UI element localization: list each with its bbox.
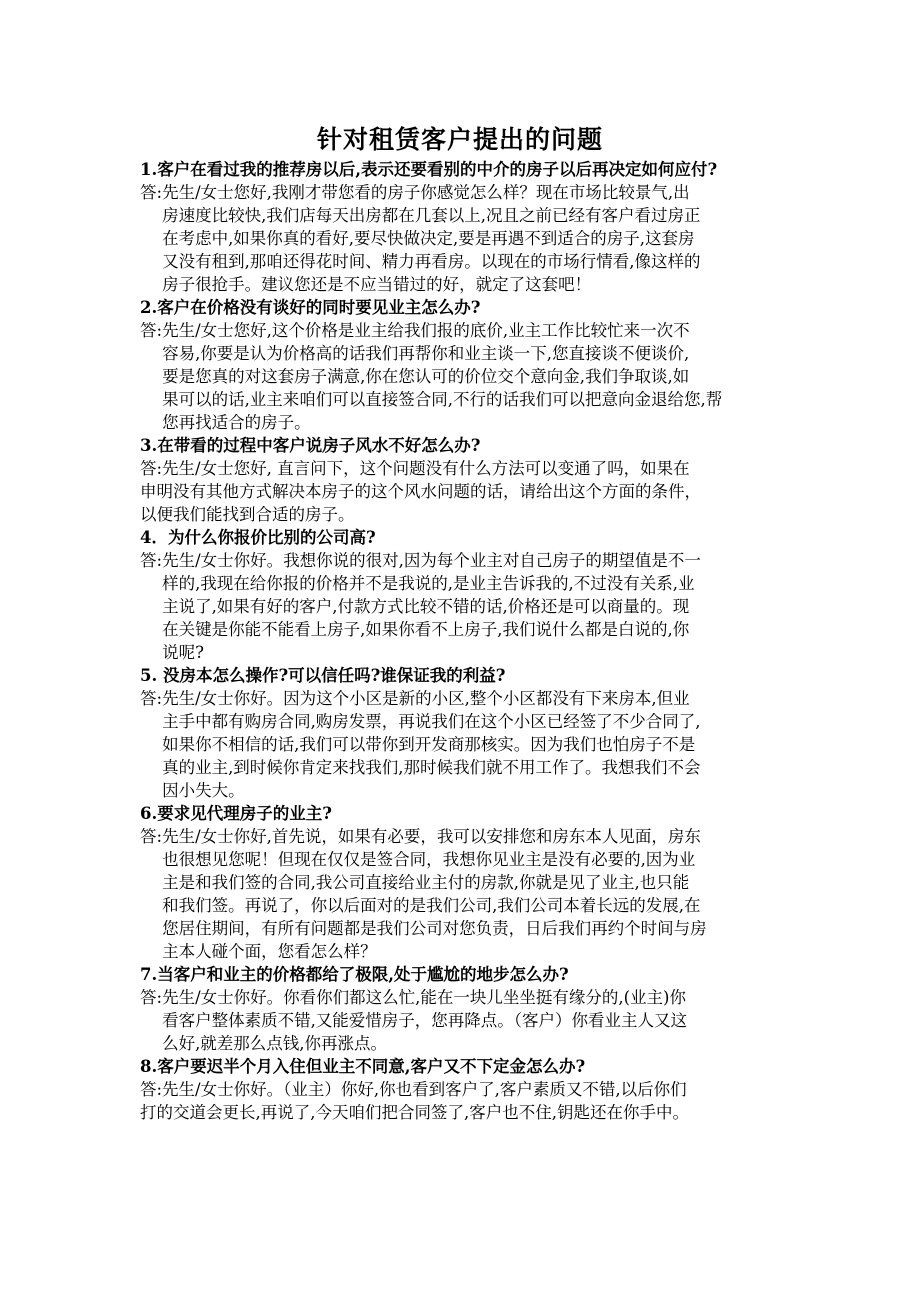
answer-line: 先生/女士你好。我想你说的很对,因为每个业主对自己房子的期望值是不一: [162, 551, 701, 570]
answer-paragraph: [140, 986, 810, 1055]
qa-item: [140, 664, 810, 802]
qa-item: [140, 1055, 810, 1124]
answer-line: 先生/女士您好,这个价格是业主给我们报的底价,业主工作比较忙来一次不: [162, 321, 690, 340]
answer-line: 样的,我现在给你报的价格并不是我说的,是业主告诉我的,不过没有关系,业: [162, 574, 695, 593]
answer-text: [162, 986, 810, 1055]
answer-line: 也很想见您呢！但现在仅仅是签合同，我想你见业主是没有必要的,因为业: [162, 850, 696, 869]
answer-line: 和我们签。再说了，你以后面对的是我们公司,我们公司本着长远的发展,在: [162, 896, 701, 915]
qa-item: [140, 158, 810, 296]
answer-line: 先生/女士您好,我刚才带您看的房子你感觉怎么样？现在市场比较景气,出: [162, 183, 690, 202]
answer-text: [162, 825, 810, 963]
qa-item: [140, 526, 810, 664]
answer-label: 答:: [140, 183, 163, 202]
document-title: 针对租赁客户提出的问题: [316, 125, 603, 154]
question-heading: 6.要求见代理房子的业主?: [140, 804, 332, 823]
answer-label: 答:: [140, 321, 163, 340]
answer-line: 主本人碰个面，您看怎么样？: [162, 942, 377, 961]
answer-line: 先生/女士你好。你看你们都这么忙,能在一块儿坐坐挺有缘分的,(业主)你: [162, 988, 686, 1007]
answer-line: 房速度比较快,我们店每天出房都在几套以上,况且之前已经有客户看过房正: [162, 206, 701, 225]
answer-line: 在考虑中,如果你真的看好,要尽快做决定,要是再遇不到适合的房子,这套房: [162, 229, 695, 248]
question-heading: 7.当客户和业主的价格都给了极限,处于尴尬的地步怎么办?: [140, 965, 569, 984]
answer-line: 答:先生/女士你好。（业主）你好,你也看到客户了,客户素质又不错,以后你们: [140, 1080, 687, 1099]
answer-line: 看客户整体素质不错,又能爱惜房子，您再降点。（客户）你看业主人又这: [162, 1011, 688, 1030]
answer-label: 答:: [140, 988, 163, 1007]
question-heading: 1.客户在看过我的推荐房以后,表示还要看别的中介的房子以后再决定如何应付?: [140, 160, 718, 179]
answer-line: 主说了,如果有好的客户,付款方式比较不错的话,价格还是可以商量的。现: [162, 597, 690, 616]
answer-line: 么好,就差那么点钱,你再涨点。: [162, 1034, 388, 1053]
answer-line: 在关键是你能不能看上房子,如果你看不上房子,我们说什么都是白说的,你: [162, 620, 690, 639]
answer-paragraph: [140, 687, 810, 802]
answer-line: 房子很抢手。建议您还是不应当错过的好，就定了这套吧！: [162, 275, 592, 294]
answer-line: 容易,你要是认为价格高的话我们再帮你和业主谈一下,您直接谈不便谈价,: [162, 344, 690, 363]
answer-paragraph: [140, 181, 810, 296]
answer-line: 先生/女士你好。因为这个小区是新的小区,整个小区都没有下来房本,但业: [162, 689, 690, 708]
qa-item: [140, 434, 810, 526]
answer-label: 答:: [140, 827, 163, 846]
answer-line: 主是和我们签的合同,我公司直接给业主付的房款,你就是见了业主,也只能: [162, 873, 690, 892]
answer-line: 以便我们能找到合适的房子。: [140, 505, 355, 524]
answer-line: 打的交道会更长,再说了,今天咱们把合同签了,客户也不住,钥匙还在你手中。: [140, 1103, 689, 1122]
question-heading: 2.客户在价格没有谈好的同时要见业主怎么办?: [140, 298, 481, 317]
answer-line: 因小失大。: [162, 781, 245, 800]
answer-paragraph: [140, 1078, 810, 1124]
answer-line: 说呢?: [162, 643, 204, 662]
qa-item: [140, 963, 810, 1055]
answer-paragraph: [140, 549, 810, 664]
question-heading: 8.客户要迟半个月入住但业主不同意,客户又不下定金怎么办?: [140, 1057, 586, 1076]
answer-line: 先生/女士你好,首先说，如果有必要，我可以安排您和房东本人见面，房东: [162, 827, 701, 846]
answer-text: [162, 687, 810, 802]
answer-paragraph: [140, 457, 810, 526]
answer-line: 又没有租到,那咱还得花时间、精力再看房。以现在的市场行情看,像这样的: [162, 252, 701, 271]
question-heading: 3.在带看的过程中客户说房子风水不好怎么办?: [140, 436, 481, 455]
qa-item: [140, 296, 810, 434]
answer-line: 您再找适合的房子。: [162, 413, 311, 432]
answer-text: [162, 319, 810, 434]
answer-line: 答:先生/女士您好, 直言问下，这个问题没有什么方法可以变通了吗，如果在: [140, 459, 690, 478]
answer-line: 要是您真的对这套房子满意,你在您认可的价位交个意向金,我们争取谈,如: [162, 367, 690, 386]
answer-line: 主手中都有购房合同,购房发票，再说我们在这个小区已经签了不少合同了,: [162, 712, 701, 731]
answer-paragraph: [140, 825, 810, 963]
question-heading: 4．为什么你报价比别的公司高?: [140, 528, 376, 547]
answer-line: 果可以的话,业主来咱们可以直接签合同,不行的话我们可以把意向金退给您,帮: [162, 390, 723, 409]
answer-line: 如果你不相信的话,我们可以带你到开发商那核实。因为我们也怕房子不是: [162, 735, 696, 754]
answer-line: 真的业主,到时候你肯定来找我们,那时候我们就不用工作了。我想我们不会: [162, 758, 701, 777]
qa-item: [140, 802, 810, 963]
answer-text: [162, 181, 810, 296]
answer-paragraph: [140, 319, 810, 434]
question-heading: 5. 没房本怎么操作?可以信任吗?谁保证我的利益?: [140, 666, 506, 685]
answer-label: 答:: [140, 689, 163, 708]
answer-text: [162, 549, 810, 664]
answer-line: 您居住期间，有所有问题都是我们公司对您负责，日后我们再约个时间与房: [162, 919, 707, 938]
qa-list: [140, 158, 810, 1124]
answer-line: 申明没有其他方式解决本房子的这个风水问题的话，请给出这个方面的条件，: [140, 482, 701, 501]
answer-label: 答:: [140, 551, 163, 570]
